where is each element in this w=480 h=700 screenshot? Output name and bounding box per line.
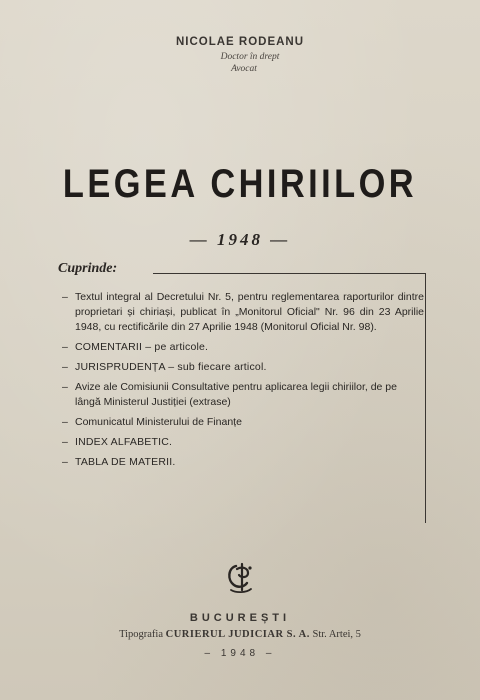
author-name: NICOLAE RODEANU [175, 36, 305, 48]
printer-line [0, 629, 480, 640]
list-dash: – [62, 361, 68, 373]
contents-item-text: TABLA DE MATERII. [75, 456, 176, 468]
contents-item [62, 415, 424, 430]
contents-list [62, 290, 424, 475]
contents-item [62, 435, 424, 450]
contents-item [62, 290, 424, 335]
contents-label: Cuprinde: [58, 261, 118, 276]
printer-address: Str. Artei, 5 [312, 629, 361, 640]
printer-prefix: Tipografia [119, 629, 164, 640]
contents-item-text: COMENTARII – pe articole. [75, 341, 209, 353]
list-dash: – [62, 341, 68, 353]
contents-item-text: INDEX ALFABETIC. [75, 436, 173, 448]
contents-item-text: Avize ale Comisiunii Consultative pentru aplicarea legii chiriilor, de pe lângă Ministerul Justiției (extrase) [75, 381, 397, 408]
list-dash: – [62, 381, 68, 393]
contents-rule [153, 273, 426, 274]
list-dash: – [62, 436, 68, 448]
contents-item-text: Textul integral al Decretului Nr. 5, pentru reglementarea raporturilor dintre proprietari și chiriași, publicat în „Monitorul Oficial" Nr. 96 din 23 Aprilie 1948, cu rectificările din 27 Aprilie 1948 (Monitorul Oficial Nr. 98). [75, 291, 424, 333]
contents-item [62, 340, 424, 355]
contents-item [62, 455, 424, 470]
book-title: LEGEA CHIRIILOR [62, 162, 418, 206]
printer-name: CURIERUL JUDICIAR S. A. [165, 629, 310, 640]
list-dash: – [62, 291, 68, 303]
contents-bracket-line [425, 273, 426, 523]
publication-city: BUCUREȘTI [189, 612, 291, 624]
contents-heading [58, 261, 426, 281]
publication-year: – 1948 – [204, 648, 276, 659]
publisher-monogram-icon [222, 560, 258, 596]
contents-item-text: JURISPRUDENȚA – sub fiecare articol. [75, 361, 267, 373]
list-dash: – [62, 416, 68, 428]
title-year: — 1948 — [189, 230, 291, 249]
contents-item-text: Comunicatul Ministerului de Finanțe [75, 416, 242, 428]
list-dash: – [62, 456, 68, 468]
contents-item [62, 360, 424, 375]
author-credential-lawyer: Avocat [231, 64, 257, 74]
contents-item [62, 380, 424, 410]
author-credential-doctor: Doctor în drept [220, 52, 280, 62]
